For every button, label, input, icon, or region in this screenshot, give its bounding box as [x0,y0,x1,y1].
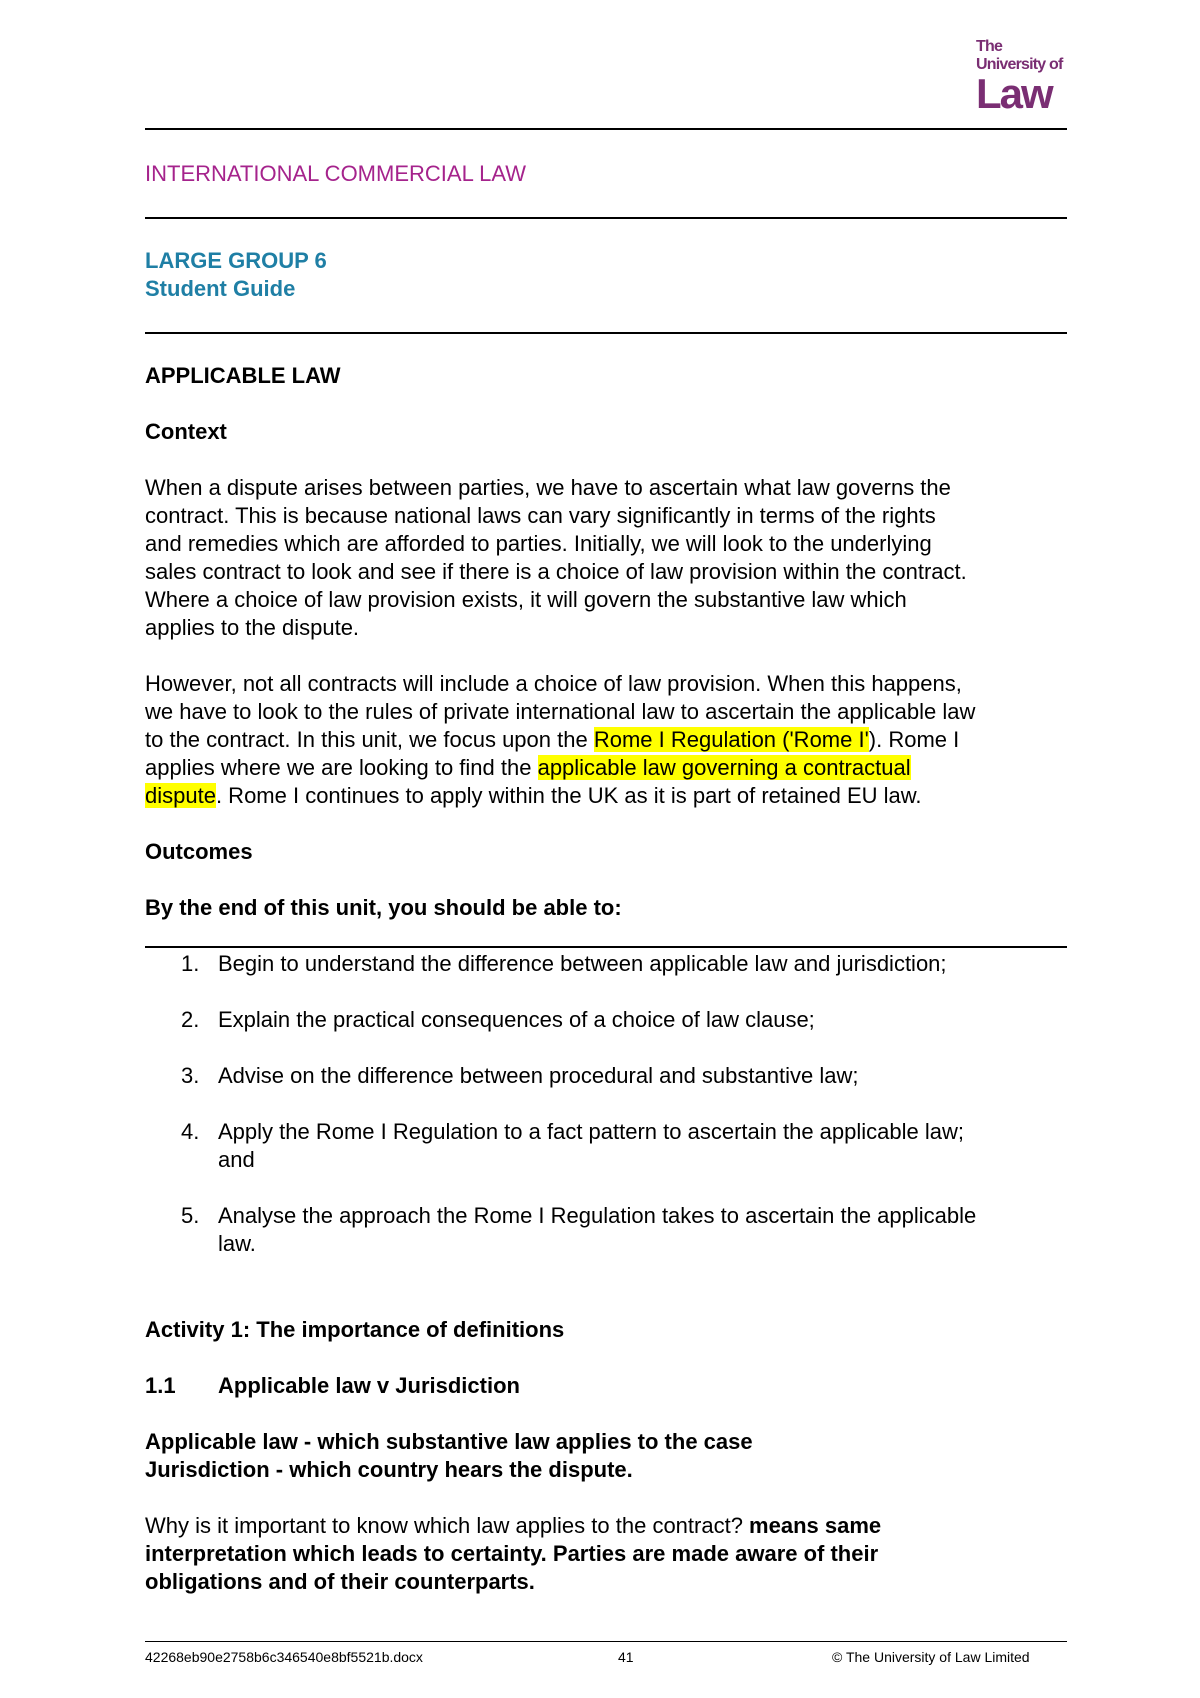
group-title: LARGE GROUP 6 [145,248,327,273]
guide-subtitle: Student Guide [145,276,296,301]
subsection-number: 1.1 [145,1373,176,1398]
footer-rule [145,1641,1067,1642]
paragraph-line: However, not all contracts will include a choice of law provision. When this happens, [145,671,962,696]
paragraph-line: and remedies which are afforded to parties. Initially, we will look to the underlying [145,531,932,556]
definition-applicable-law: Applicable law - which substantive law applies to the case [145,1429,753,1454]
paragraph-line [145,1512,1070,1540]
subsection-title: Applicable law v Jurisdiction [218,1373,520,1398]
logo-line-law: Law [976,70,1052,117]
list-item-text: Advise on the difference between procedural and substantive law; [218,1063,859,1088]
definition-jurisdiction: Jurisdiction - which country hears the dispute. [145,1457,633,1482]
list-item-text: law. [218,1231,256,1256]
highlighted-text: dispute [145,783,216,808]
paragraph-line [145,754,1070,782]
logo-line-the: The [976,38,1003,55]
header-rule-bottom [145,332,1067,334]
course-title: INTERNATIONAL COMMERCIAL LAW [145,161,526,186]
header-rule-middle [145,217,1067,219]
footer-filename: 42268eb90e2758b6c346540e8bf5521b.docx [145,1649,423,1665]
text-run: . Rome I continues to apply within the UK as it is part of retained EU law. [215,783,922,808]
outcomes-list [145,950,1070,1286]
answer-text: means same [749,1513,882,1538]
list-item [145,1006,1070,1034]
outcomes-intro: By the end of this unit, you should be able to: [145,895,622,920]
list-item-text: Analyse the approach the Rome I Regulation takes to ascertain the applicable [218,1203,977,1228]
list-item [145,1062,1070,1090]
list-number: 4. [181,1119,200,1144]
highlighted-text: Rome I Regulation ('Rome I' [593,727,869,752]
text-run: ). Rome I [868,727,960,752]
list-item-text: Apply the Rome I Regulation to a fact pattern to ascertain the applicable law; [218,1119,964,1144]
footer-copyright: © The University of Law Limited [832,1649,1030,1665]
paragraph-line [145,726,1070,754]
list-number: 3. [181,1063,200,1088]
answer-text: interpretation which leads to certainty. Parties are made aware of their [145,1541,879,1566]
header-rule-top [145,128,1067,130]
logo-line-university: University of [976,56,1063,73]
paragraph-line [145,782,1070,810]
list-item [145,950,1070,978]
answer-text: obligations and of their counterparts. [145,1569,535,1594]
list-item-text: Explain the practical consequences of a choice of law clause; [218,1007,815,1032]
list-number: 1. [181,951,200,976]
list-number: 2. [181,1007,200,1032]
activity-heading: Activity 1: The importance of definitions [145,1317,565,1342]
paragraph-line: Where a choice of law provision exists, it will govern the substantive law which [145,587,907,612]
paragraph-line: applies to the dispute. [145,615,360,640]
list-item-text: and [218,1147,255,1172]
context-heading: Context [145,419,227,444]
paragraph-line: sales contract to look and see if there is a choice of law provision within the contract. [145,559,967,584]
question-paragraph [145,1512,1070,1596]
list-item-text: Begin to understand the difference between applicable law and jurisdiction; [218,951,947,976]
subsection-heading [145,1372,520,1400]
paragraph-line: When a dispute arises between parties, we have to ascertain what law governs the [145,475,951,500]
section-title: APPLICABLE LAW [145,363,341,388]
list-number: 5. [181,1203,200,1228]
paragraph-line: we have to look to the rules of private international law to ascertain the applicable law [145,699,976,724]
highlighted-text: applicable law governing a contractual [537,755,911,780]
list-item [145,1202,1070,1258]
context-paragraph-2 [145,670,1070,810]
outcomes-rule [145,946,1067,948]
paragraph-line: contract. This is because national laws can vary significantly in terms of the rights [145,503,936,528]
outcomes-heading: Outcomes [145,839,253,864]
footer-page-number: 41 [618,1649,634,1665]
text-run: to the contract. In this unit, we focus upon the [145,727,594,752]
text-run: applies where we are looking to find the [145,755,538,780]
question-text: Why is it important to know which law applies to the contract? [145,1513,750,1538]
list-item [145,1118,1070,1174]
university-of-law-logo [976,38,1071,117]
context-paragraph-1 [145,474,1070,642]
